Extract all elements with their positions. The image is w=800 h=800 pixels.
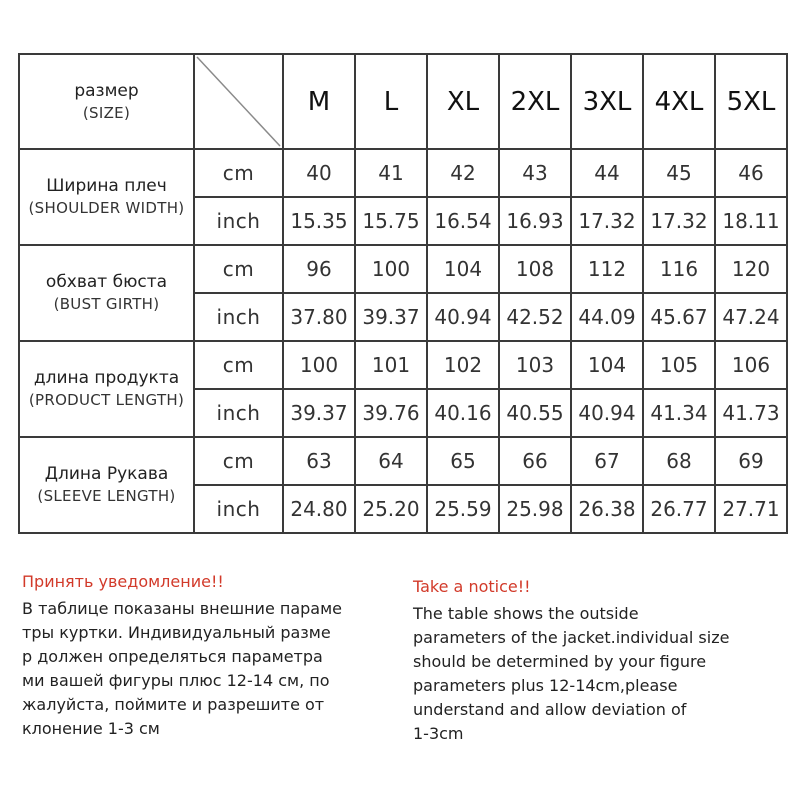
unit-inch: inch bbox=[194, 197, 283, 245]
value-cell: 66 bbox=[499, 437, 571, 485]
value-cell: 16.93 bbox=[499, 197, 571, 245]
notice-ru-title: Принять уведомление!! bbox=[22, 572, 224, 591]
value-cell: 17.32 bbox=[643, 197, 715, 245]
value-cell: 40.16 bbox=[427, 389, 499, 437]
value-cell: 26.77 bbox=[643, 485, 715, 533]
unit-inch: inch bbox=[194, 485, 283, 533]
value-cell: 16.54 bbox=[427, 197, 499, 245]
unit-inch: inch bbox=[194, 293, 283, 341]
size-label: размер bbox=[74, 80, 139, 101]
measure-name: обхват бюста bbox=[45, 272, 168, 293]
value-cell: 15.75 bbox=[355, 197, 427, 245]
notice-ru-line: ми вашей фигуры плюс 12-14 см, по bbox=[22, 671, 330, 690]
value-cell: 24.80 bbox=[283, 485, 355, 533]
notice-russian bbox=[22, 572, 392, 741]
measure-label-sleeve bbox=[19, 437, 194, 533]
value-cell: 112 bbox=[571, 245, 643, 293]
value-cell: 44.09 bbox=[571, 293, 643, 341]
size-header-cell bbox=[19, 54, 194, 149]
notice-en-line: parameters plus 12-14cm,please bbox=[413, 676, 678, 695]
size-header-4xl: 4XL bbox=[643, 54, 715, 149]
table-row bbox=[19, 341, 787, 389]
value-cell: 27.71 bbox=[715, 485, 787, 533]
size-header-5xl: 5XL bbox=[715, 54, 787, 149]
value-cell: 41.34 bbox=[643, 389, 715, 437]
table-row bbox=[19, 245, 787, 293]
measure-name: Длина Рукава bbox=[44, 464, 169, 485]
value-cell: 37.80 bbox=[283, 293, 355, 341]
size-header-l: L bbox=[355, 54, 427, 149]
header-row bbox=[19, 54, 787, 149]
table-row bbox=[19, 149, 787, 197]
notice-en-line: understand and allow deviation of bbox=[413, 700, 687, 719]
measure-label-bust bbox=[19, 245, 194, 341]
value-cell: 40.94 bbox=[427, 293, 499, 341]
notice-en-line: should be determined by your figure bbox=[413, 652, 707, 671]
value-cell: 103 bbox=[499, 341, 571, 389]
diagonal-line bbox=[195, 55, 282, 148]
value-cell: 40 bbox=[283, 149, 355, 197]
notice-ru-line: р должен определяться параметра bbox=[22, 647, 323, 666]
unit-cm: cm bbox=[194, 245, 283, 293]
value-cell: 100 bbox=[355, 245, 427, 293]
value-cell: 40.94 bbox=[571, 389, 643, 437]
value-cell: 41 bbox=[355, 149, 427, 197]
value-cell: 120 bbox=[715, 245, 787, 293]
measure-name: Ширина плеч bbox=[46, 176, 167, 197]
measure-name-en: (BUST GIRTH) bbox=[53, 295, 160, 314]
unit-inch: inch bbox=[194, 389, 283, 437]
value-cell: 41.73 bbox=[715, 389, 787, 437]
value-cell: 106 bbox=[715, 341, 787, 389]
value-cell: 26.38 bbox=[571, 485, 643, 533]
measure-name-en: (SLEEVE LENGTH) bbox=[37, 487, 176, 506]
value-cell: 102 bbox=[427, 341, 499, 389]
value-cell: 116 bbox=[643, 245, 715, 293]
measure-name-en: (PRODUCT LENGTH) bbox=[28, 391, 185, 410]
measure-label-shoulder bbox=[19, 149, 194, 245]
value-cell: 46 bbox=[715, 149, 787, 197]
value-cell: 42 bbox=[427, 149, 499, 197]
notice-en-title: Take a notice!! bbox=[413, 577, 531, 596]
measure-name-en: (SHOULDER WIDTH) bbox=[28, 199, 185, 218]
notice-en-body bbox=[413, 602, 783, 746]
value-cell: 45 bbox=[643, 149, 715, 197]
notice-en-line: 1-3cm bbox=[413, 724, 464, 743]
value-cell: 25.20 bbox=[355, 485, 427, 533]
unit-cm: cm bbox=[194, 341, 283, 389]
value-cell: 15.35 bbox=[283, 197, 355, 245]
value-cell: 64 bbox=[355, 437, 427, 485]
value-cell: 25.59 bbox=[427, 485, 499, 533]
notice-ru-line: жалуйста, поймите и разрешите от bbox=[22, 695, 325, 714]
size-header-2xl: 2XL bbox=[499, 54, 571, 149]
value-cell: 65 bbox=[427, 437, 499, 485]
value-cell: 105 bbox=[643, 341, 715, 389]
notice-ru-line: клонение 1-3 см bbox=[22, 719, 160, 738]
diagonal-corner-cell bbox=[194, 54, 283, 149]
value-cell: 40.55 bbox=[499, 389, 571, 437]
value-cell: 18.11 bbox=[715, 197, 787, 245]
notice-ru-line: тры куртки. Индивидуальный разме bbox=[22, 623, 331, 642]
notice-en-line: parameters of the jacket.individual size bbox=[413, 628, 730, 647]
size-header-3xl: 3XL bbox=[571, 54, 643, 149]
size-header-xl: XL bbox=[427, 54, 499, 149]
value-cell: 25.98 bbox=[499, 485, 571, 533]
value-cell: 68 bbox=[643, 437, 715, 485]
value-cell: 63 bbox=[283, 437, 355, 485]
value-cell: 47.24 bbox=[715, 293, 787, 341]
measure-name: длина продукта bbox=[33, 368, 180, 389]
value-cell: 17.32 bbox=[571, 197, 643, 245]
value-cell: 69 bbox=[715, 437, 787, 485]
value-cell: 101 bbox=[355, 341, 427, 389]
notice-en-line: The table shows the outside bbox=[413, 604, 639, 623]
value-cell: 104 bbox=[427, 245, 499, 293]
value-cell: 44 bbox=[571, 149, 643, 197]
value-cell: 43 bbox=[499, 149, 571, 197]
value-cell: 67 bbox=[571, 437, 643, 485]
value-cell: 42.52 bbox=[499, 293, 571, 341]
size-header-m: M bbox=[283, 54, 355, 149]
measure-label-length bbox=[19, 341, 194, 437]
value-cell: 108 bbox=[499, 245, 571, 293]
value-cell: 39.76 bbox=[355, 389, 427, 437]
size-chart-table bbox=[18, 53, 788, 534]
value-cell: 39.37 bbox=[355, 293, 427, 341]
unit-cm: cm bbox=[194, 437, 283, 485]
table-row bbox=[19, 437, 787, 485]
value-cell: 39.37 bbox=[283, 389, 355, 437]
value-cell: 96 bbox=[283, 245, 355, 293]
notice-english bbox=[413, 577, 783, 746]
value-cell: 104 bbox=[571, 341, 643, 389]
value-cell: 100 bbox=[283, 341, 355, 389]
size-label-en: (SIZE) bbox=[82, 103, 131, 122]
unit-cm: cm bbox=[194, 149, 283, 197]
notice-ru-line: В таблице показаны внешние параме bbox=[22, 599, 343, 618]
notice-ru-body bbox=[22, 597, 392, 741]
value-cell: 45.67 bbox=[643, 293, 715, 341]
